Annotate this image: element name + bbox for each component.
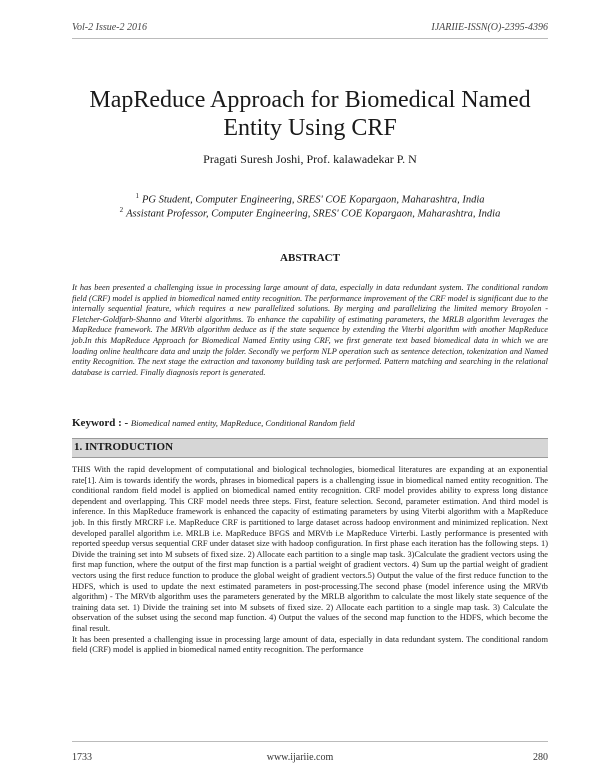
- footer-paper-id: 1733: [72, 752, 92, 763]
- journal-issn: IJARIIE-ISSN(O)-2395-4396: [431, 22, 548, 33]
- footer-page-number: 280: [533, 752, 548, 763]
- abstract-heading: ABSTRACT: [280, 252, 340, 264]
- footer-divider: [72, 741, 548, 742]
- section-title-introduction: 1. INTRODUCTION: [74, 441, 174, 453]
- keywords-label: Keyword : -: [72, 417, 129, 429]
- abstract-text: It has been presented a challenging issue in processing large amount of data, especially in data redundant system. The conditional random field (CRF) model is applied in biomedical named entity recognition. The performance improvement of the CRF model is significant due to the internally sequential feature, which requires a new parallelized solutions. By merging and parallelizing the limited memory Broyolen -Fletcher-Goldfarb-Shanno and Viterbi algorithms. To enhance the capability of estimating parameters, the MRLB algorithm leverages the MapReduce framework. The MRVtb algorithm deduce as if the state sequence by extending the Viterbi algorithm with another MapReduce job.In this MapReduce Approach for Biomedical Named Entity using CRF, we first generate text based biomedical data in which we are loading online healthcare data and unzip the folder. Secondly we perform NLP operation such as sentence detection, tokenization and Named entity Recognition. The next stage the extraction and taxonomy building task are performed. Pattern matching and searching in the relational database is carried. Finally diagnosis report is generated.: [72, 283, 548, 377]
- footer-website: www.ijariie.com: [266, 752, 334, 763]
- paper-title: MapReduce Approach for Biomedical Named Entity Using CRF: [89, 87, 531, 141]
- journal-volume: Vol-2 Issue-2 2016: [72, 22, 147, 33]
- introduction-body: [72, 465, 548, 656]
- intro-paragraph-2: It has been presented a challenging issue in processing large amount of data, especially in data redundant system. The conditional random field (CRF) model is applied in biomedical named entity recognition. The performance: [72, 634, 548, 655]
- keywords: [72, 417, 548, 429]
- affiliation-2: $^2$ Assistant Professor, Computer Engineering, SRES' COE Kopargaon, Maharashtra, India: [119, 206, 501, 220]
- keywords-text: Biomedical named entity, MapReduce, Conditional Random field: [130, 418, 355, 428]
- intro-paragraph-1: THIS With the rapid development of computational and biological technologies, biomedical literatures are expanding at an exponential rate[1]. Aim is towards identify the words, phrases in biomedical papers is a challenging issue in biomedical named entity recognition. The conditional random field model is applied on biomedical named entity recognition. CRF model provides ability to express long distance dependent and overlapping. This CRF model needs three steps. First, feature selection. Second, parameter estimation. And third model is inference. In this MapReduce framework is enhanced the capacity of estimating parameters by using Viterbi algorithm with a MapReduce job. In this firstly MRCRF i.e. MapReduce CRF is partitioned to large dataset across hadoop environment and minimized replication. Next developed parallel algorithm i.e. MRLB i.e. MapReduce BFGS and MRVtb i.e MapReduce Virterbi. Lastly performance is presented with reported speedup versus sequential CRF under dataset size with hadoop configuration. In first phase each iteration has the following steps. 1) Divide the training set into M subsets of fixed size. 2) Allocate each partition to a single map task. 3)Calculate the gradient vectors using the first map function, where the output of the first map function is a partial weight of gradient vectors. 4) Sum up the partial weight of gradient vectors using the first reduce function to produce the global weight of gradient vectors.5) Output the value of the first reduce function to the HDFS, which is used to update the next estimated parameters in post-processing.The second phase (model inference using the MRVtb algorithm) - The MRVtb algorithm uses the parameters generated by the MRLB algorithm to calculate the most likely state sequence of the training data set. 1) Divide the training set into M subsets of fixed size. 2) Allocate each partition to a single map task. 3) Calculate the observation of the subset using the second map function. 4) Output the values of the second map function to the HDFS, which become the final result.: [72, 465, 548, 633]
- affiliation-1: $^1$ PG Student, Computer Engineering, SRES' COE Kopargaon, Maharashtra, India: [135, 192, 485, 206]
- author-list: Pragati Suresh Joshi, Prof. kalawadekar P. N: [203, 152, 417, 166]
- header-divider: [72, 38, 548, 39]
